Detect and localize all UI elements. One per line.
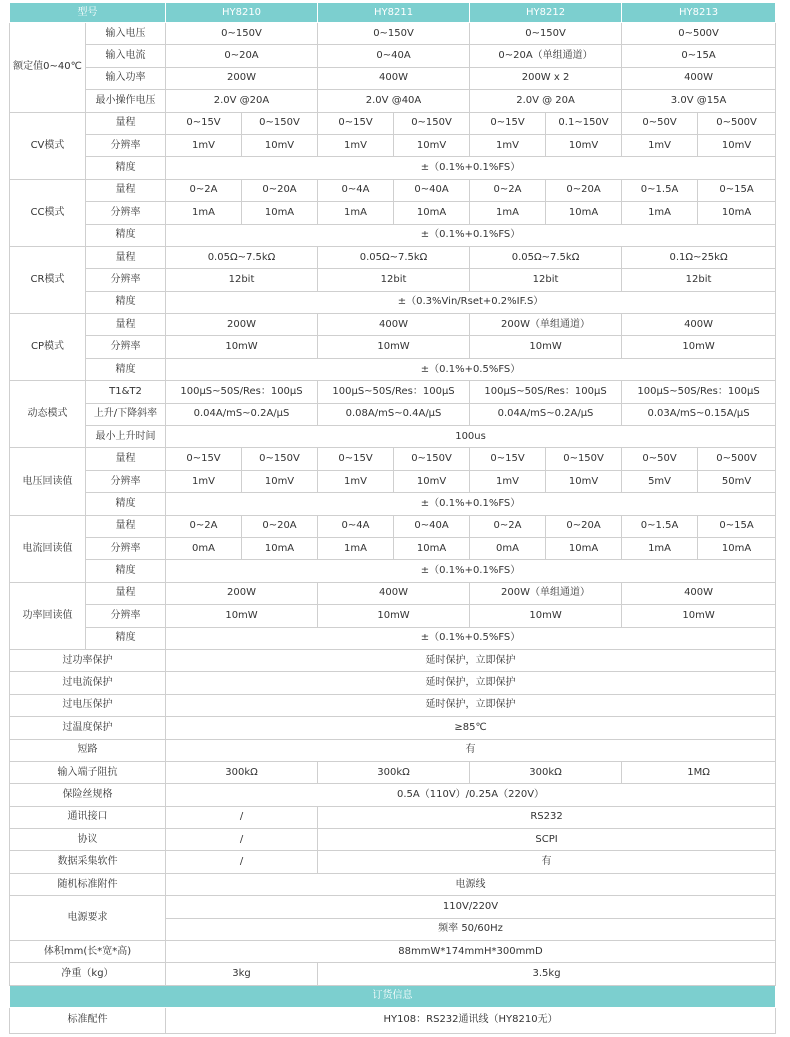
weight-row <box>10 963 776 985</box>
row-label: 分辨率 <box>86 336 166 358</box>
cell: 1MΩ <box>622 761 776 783</box>
order-info-title: 订货信息 <box>10 985 776 1007</box>
cell: 10mV <box>546 134 622 156</box>
protect-voltage-row <box>10 694 776 716</box>
rated-voltage-row <box>10 23 776 45</box>
cell: 100μS~50S/Res：100μS <box>318 381 470 403</box>
cv-resolution-row <box>10 134 776 156</box>
row-label: 分辨率 <box>86 134 166 156</box>
vread-accuracy-row <box>10 493 776 515</box>
cell: 0~20A <box>166 45 318 67</box>
cp-resolution-row <box>10 336 776 358</box>
cell: ±（0.1%+0.1%FS） <box>166 224 776 246</box>
cell: 0~15V <box>470 112 546 134</box>
iread-accuracy-row <box>10 560 776 582</box>
cell: 200W（单组通道） <box>470 314 622 336</box>
model-name: HY8210 <box>166 3 318 23</box>
power-voltage-row <box>10 896 776 918</box>
row-label: 输入功率 <box>86 67 166 89</box>
row-label: 电源要求 <box>10 896 166 941</box>
cell: 1mA <box>622 537 698 559</box>
model-name: HY8212 <box>470 3 622 23</box>
cell: 0~150V <box>546 448 622 470</box>
cell: 2.0V @ 20A <box>470 90 622 112</box>
cell: 10mA <box>698 202 776 224</box>
cell: 0.05Ω~7.5kΩ <box>470 246 622 268</box>
comm-row <box>10 806 776 828</box>
cell: ±（0.1%+0.5%FS） <box>166 627 776 649</box>
cell: 0~500V <box>698 112 776 134</box>
row-label: 净重（kg） <box>10 963 166 985</box>
cell: 0~15V <box>166 112 242 134</box>
cell: HY108：RS232通讯线（HY8210无） <box>166 1007 776 1033</box>
cell: 0~20A <box>546 179 622 201</box>
dyn-group-label: 动态模式 <box>10 381 86 448</box>
cell: 0mA <box>166 537 242 559</box>
cell: 3.5kg <box>318 963 776 985</box>
cell: 0.04A/mS~0.2A/μS <box>470 403 622 425</box>
cell: 400W <box>622 314 776 336</box>
cell: 1mA <box>318 202 394 224</box>
cell: 有 <box>166 739 776 761</box>
row-label: 最小操作电压 <box>86 90 166 112</box>
cell: 0~40A <box>318 45 470 67</box>
dyn-t-row <box>10 381 776 403</box>
size-row <box>10 941 776 963</box>
cell: 1mV <box>166 134 242 156</box>
short-circuit-row <box>10 739 776 761</box>
cp-range-row <box>10 314 776 336</box>
cell: 0~15A <box>698 179 776 201</box>
cell: ±（0.1%+0.1%FS） <box>166 157 776 179</box>
cell: 10mW <box>470 605 622 627</box>
cell: 400W <box>622 582 776 604</box>
cell: 2.0V @40A <box>318 90 470 112</box>
row-label: 协议 <box>10 829 166 851</box>
cc-resolution-row <box>10 202 776 224</box>
row-label: 精度 <box>86 224 166 246</box>
row-label: 最小上升时间 <box>86 426 166 448</box>
cell: 0.5A（110V）/0.25A（220V） <box>166 784 776 806</box>
protect-power-row <box>10 649 776 671</box>
cell: 0~50V <box>622 112 698 134</box>
cell: 1mV <box>622 134 698 156</box>
cell: 400W <box>318 582 470 604</box>
row-label: 精度 <box>86 627 166 649</box>
cell: 0~1.5A <box>622 179 698 201</box>
row-label: 输入电压 <box>86 23 166 45</box>
row-label: 分辨率 <box>86 269 166 291</box>
cv-range-row <box>10 112 776 134</box>
row-label: 量程 <box>86 314 166 336</box>
vread-resolution-row <box>10 470 776 492</box>
cell: 10mV <box>546 470 622 492</box>
cell: 10mW <box>470 336 622 358</box>
cell: 延时保护，立即保护 <box>166 649 776 671</box>
cell: 0~150V <box>394 448 470 470</box>
cell: 400W <box>318 67 470 89</box>
iread-resolution-row <box>10 537 776 559</box>
cell: 88mmW*174mmH*300mmD <box>166 941 776 963</box>
row-label: 分辨率 <box>86 605 166 627</box>
cell: 10mW <box>166 605 318 627</box>
cell: 延时保护，立即保护 <box>166 672 776 694</box>
row-label: T1&T2 <box>86 381 166 403</box>
vread-range-row <box>10 448 776 470</box>
cr-range-row <box>10 246 776 268</box>
row-label: 量程 <box>86 582 166 604</box>
pread-accuracy-row <box>10 627 776 649</box>
protect-current-row <box>10 672 776 694</box>
cell: 延时保护，立即保护 <box>166 694 776 716</box>
cell: 200W <box>166 314 318 336</box>
cv-group-label: CV模式 <box>10 112 86 179</box>
cell: 0~150V <box>242 448 318 470</box>
impedance-row <box>10 761 776 783</box>
cell: 10mW <box>166 336 318 358</box>
row-label: 精度 <box>86 157 166 179</box>
cell: 10mA <box>242 202 318 224</box>
row-label: 精度 <box>86 291 166 313</box>
cr-group-label: CR模式 <box>10 246 86 313</box>
pread-range-row <box>10 582 776 604</box>
row-label: 量程 <box>86 112 166 134</box>
cell: 200W <box>166 582 318 604</box>
rated-current-row <box>10 45 776 67</box>
row-label: 保险丝规格 <box>10 784 166 806</box>
cell: 1mV <box>470 470 546 492</box>
cell: ±（0.3%Vin/Rset+0.2%IF.S） <box>166 291 776 313</box>
cell: 0~4A <box>318 179 394 201</box>
cell: 0~2A <box>166 515 242 537</box>
row-label: 分辨率 <box>86 537 166 559</box>
dyn-slew-row <box>10 403 776 425</box>
cell: 300kΩ <box>318 761 470 783</box>
cell: 0.05Ω~7.5kΩ <box>166 246 318 268</box>
cp-group-label: CP模式 <box>10 314 86 381</box>
cr-accuracy-row <box>10 291 776 313</box>
cr-resolution-row <box>10 269 776 291</box>
cell: 50mV <box>698 470 776 492</box>
cell: 0~15V <box>166 448 242 470</box>
cell: 0~150V <box>318 23 470 45</box>
protocol-row <box>10 829 776 851</box>
row-label: 精度 <box>86 358 166 380</box>
cell: 0.1~150V <box>546 112 622 134</box>
cell: 12bit <box>470 269 622 291</box>
cell: 有 <box>318 851 776 873</box>
cell: 10mV <box>698 134 776 156</box>
row-label: 输入电流 <box>86 45 166 67</box>
row-label: 过电流保护 <box>10 672 166 694</box>
row-label: 通讯接口 <box>10 806 166 828</box>
cell: 0mA <box>470 537 546 559</box>
row-label: 量程 <box>86 246 166 268</box>
cell: 0~150V <box>394 112 470 134</box>
cc-group-label: CC模式 <box>10 179 86 246</box>
row-label: 精度 <box>86 560 166 582</box>
cell: 400W <box>622 67 776 89</box>
cell: 110V/220V <box>166 896 776 918</box>
cell: 0~500V <box>698 448 776 470</box>
row-label: 随机标准附件 <box>10 873 166 895</box>
row-label: 输入端子阻抗 <box>10 761 166 783</box>
cell: 10mA <box>394 537 470 559</box>
row-label: 数据采集软件 <box>10 851 166 873</box>
cell: 3.0V @15A <box>622 90 776 112</box>
cell: 5mV <box>622 470 698 492</box>
software-row <box>10 851 776 873</box>
cell: 0~150V <box>242 112 318 134</box>
cell: / <box>166 806 318 828</box>
cell: 电源线 <box>166 873 776 895</box>
rated-min-voltage-row <box>10 90 776 112</box>
cell: 10mV <box>242 470 318 492</box>
cell: 100μS~50S/Res：100μS <box>470 381 622 403</box>
row-label: 量程 <box>86 448 166 470</box>
row-label: 分辨率 <box>86 202 166 224</box>
cell: 0~20A <box>546 515 622 537</box>
row-label: 量程 <box>86 179 166 201</box>
cell: 频率 50/60Hz <box>166 918 776 940</box>
cell: 100μS~50S/Res：100μS <box>166 381 318 403</box>
cell: 10mA <box>698 537 776 559</box>
cell: 0.1Ω~25kΩ <box>622 246 776 268</box>
protect-temp-row <box>10 717 776 739</box>
row-label: 量程 <box>86 515 166 537</box>
cell: / <box>166 829 318 851</box>
spec-table <box>9 2 776 1034</box>
cell: 1mA <box>166 202 242 224</box>
cell: 200W（单组通道） <box>470 582 622 604</box>
cell: 0~15A <box>622 45 776 67</box>
cell: 0~500V <box>622 23 776 45</box>
cc-accuracy-row <box>10 224 776 246</box>
cell: 12bit <box>166 269 318 291</box>
row-label: 过温度保护 <box>10 717 166 739</box>
model-name: HY8211 <box>318 3 470 23</box>
cell: 0~2A <box>470 179 546 201</box>
pread-group-label: 功率回读值 <box>10 582 86 649</box>
cell: 200W x 2 <box>470 67 622 89</box>
cell: 1mA <box>318 537 394 559</box>
cell: 0~4A <box>318 515 394 537</box>
cell: 0~1.5A <box>622 515 698 537</box>
row-label: 精度 <box>86 493 166 515</box>
cell: 12bit <box>318 269 470 291</box>
cell: 1mA <box>470 202 546 224</box>
cell: 0~50V <box>622 448 698 470</box>
rated-group-label: 额定值0~40℃ <box>10 23 86 113</box>
standard-accessory-row <box>10 1007 776 1033</box>
cc-range-row <box>10 179 776 201</box>
cell: 12bit <box>622 269 776 291</box>
cell: 10mW <box>622 336 776 358</box>
iread-group-label: 电流回读值 <box>10 515 86 582</box>
cell: 100μS~50S/Res：100μS <box>622 381 776 403</box>
cell: 10mV <box>394 470 470 492</box>
cp-accuracy-row <box>10 358 776 380</box>
vread-group-label: 电压回读值 <box>10 448 86 515</box>
dyn-rise-row <box>10 426 776 448</box>
row-label: 短路 <box>10 739 166 761</box>
cell: 10mA <box>546 537 622 559</box>
cell: ≥85℃ <box>166 717 776 739</box>
pread-resolution-row <box>10 605 776 627</box>
row-label: 过电压保护 <box>10 694 166 716</box>
cell: 10mV <box>394 134 470 156</box>
cell: 0~20A（单组通道） <box>470 45 622 67</box>
cell: 300kΩ <box>470 761 622 783</box>
cell: 10mW <box>622 605 776 627</box>
cell: / <box>166 851 318 873</box>
cell: 10mW <box>318 605 470 627</box>
cell: 1mA <box>622 202 698 224</box>
order-info-band <box>10 985 776 1007</box>
model-header-row <box>10 3 776 23</box>
row-label: 过功率保护 <box>10 649 166 671</box>
cell: 0~15A <box>698 515 776 537</box>
cell: SCPI <box>318 829 776 851</box>
model-name: HY8213 <box>622 3 776 23</box>
row-label: 上升/下降斜率 <box>86 403 166 425</box>
cell: 0~20A <box>242 515 318 537</box>
cell: 0~15V <box>318 448 394 470</box>
cell: 10mV <box>242 134 318 156</box>
cell: 1mV <box>318 470 394 492</box>
cell: 0.05Ω~7.5kΩ <box>318 246 470 268</box>
fuse-row <box>10 784 776 806</box>
row-label: 标准配件 <box>10 1007 166 1033</box>
cell: 300kΩ <box>166 761 318 783</box>
cell: 2.0V @20A <box>166 90 318 112</box>
cell: 0~150V <box>166 23 318 45</box>
cell: 0~15V <box>470 448 546 470</box>
cell: 0~40A <box>394 179 470 201</box>
cell: 10mA <box>394 202 470 224</box>
cell: 1mV <box>470 134 546 156</box>
cell: 0~40A <box>394 515 470 537</box>
row-label: 体积mm(长*宽*高) <box>10 941 166 963</box>
cell: ±（0.1%+0.1%FS） <box>166 493 776 515</box>
model-header-label: 型号 <box>10 3 166 23</box>
rated-power-row <box>10 67 776 89</box>
cell: 3kg <box>166 963 318 985</box>
cell: 0~2A <box>470 515 546 537</box>
cell: 400W <box>318 314 470 336</box>
cell: 0~150V <box>470 23 622 45</box>
cell: 100us <box>166 426 776 448</box>
row-label: 分辨率 <box>86 470 166 492</box>
cell: 0~2A <box>166 179 242 201</box>
cell: 0.08A/mS~0.4A/μS <box>318 403 470 425</box>
cell: 0.04A/mS~0.2A/μS <box>166 403 318 425</box>
cell: 0~15V <box>318 112 394 134</box>
cell: ±（0.1%+0.1%FS） <box>166 560 776 582</box>
cell: 200W <box>166 67 318 89</box>
cell: 1mV <box>166 470 242 492</box>
accessory-row <box>10 873 776 895</box>
cell: 10mA <box>242 537 318 559</box>
cell: 10mA <box>546 202 622 224</box>
cell: 10mW <box>318 336 470 358</box>
cell: 0.03A/mS~0.15A/μS <box>622 403 776 425</box>
cell: RS232 <box>318 806 776 828</box>
cell: 0~20A <box>242 179 318 201</box>
cell: 1mV <box>318 134 394 156</box>
cell: ±（0.1%+0.5%FS） <box>166 358 776 380</box>
iread-range-row <box>10 515 776 537</box>
cv-accuracy-row <box>10 157 776 179</box>
